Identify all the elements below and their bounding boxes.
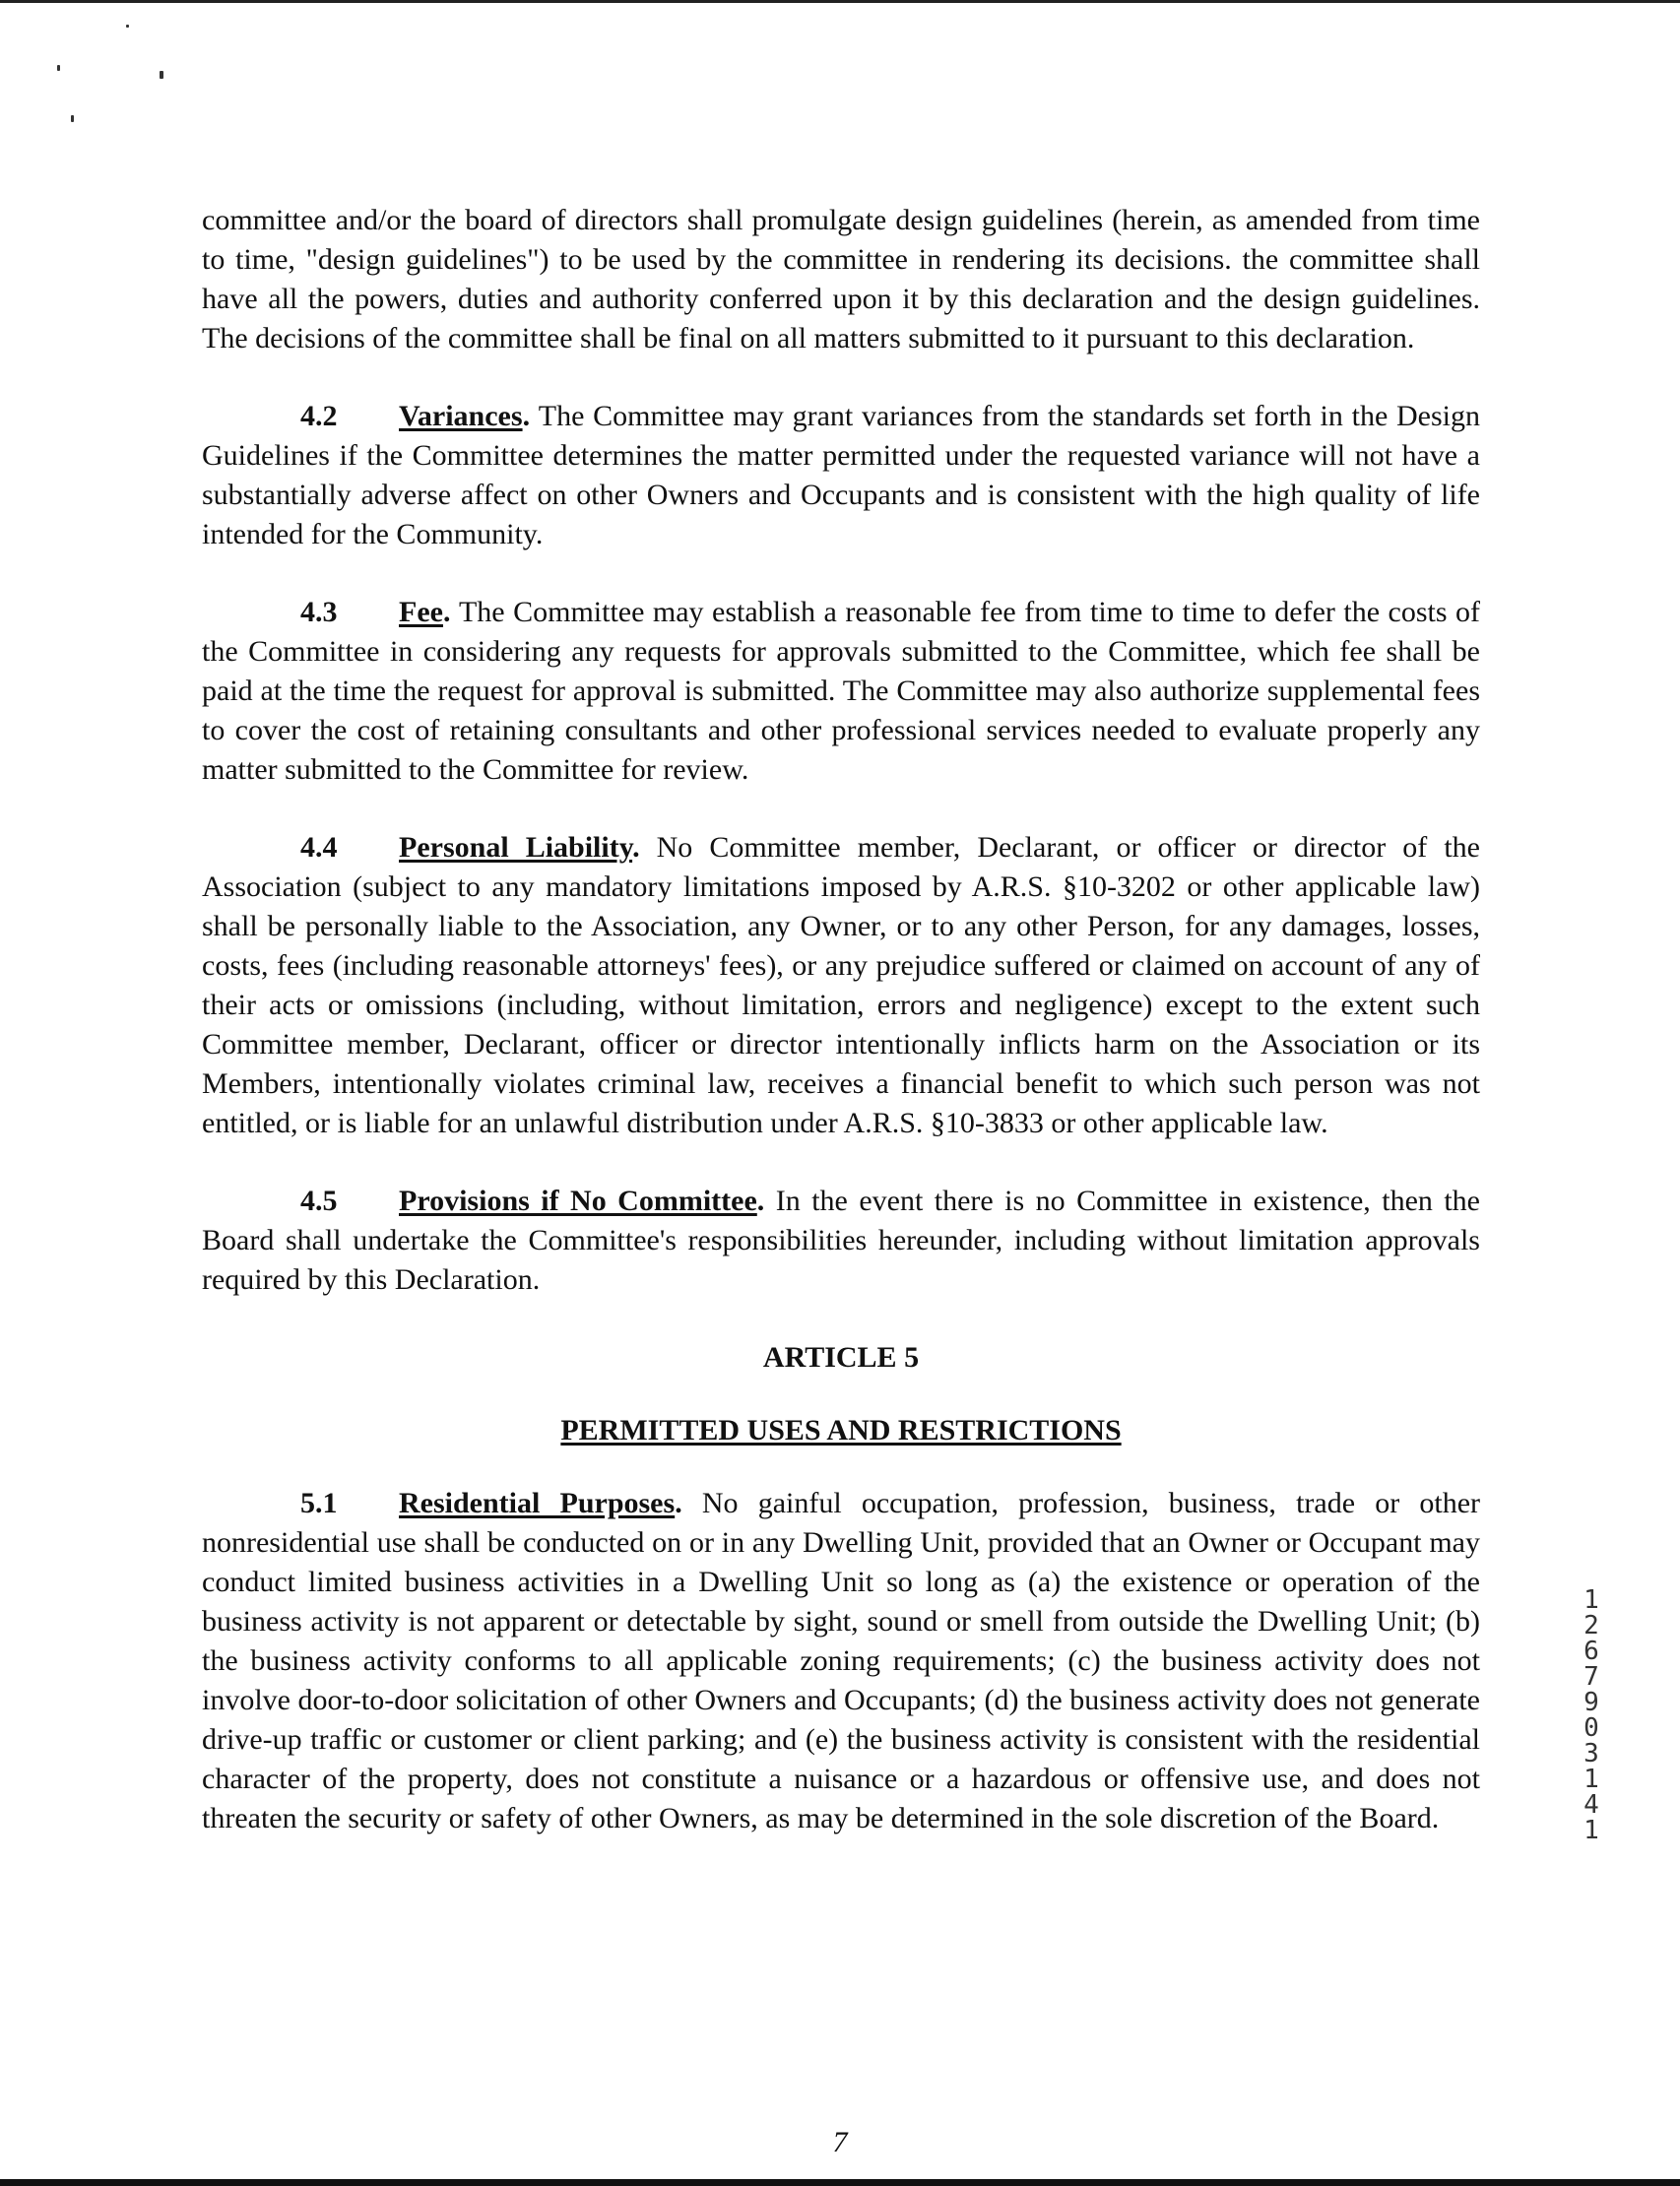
- intro-paragraph: committee and/or the board of directors shall promulgate design guidelines (herein, as amended from time to time, "design guidelines") to be used by the committee in rendering its decisions. the committee shall have all the powers, duties and authority conferred upon it by this declaration and the design guidelines. The decisions of the committee shall be final on all matters submitted to it pursuant to this declaration.: [202, 204, 1480, 354]
- section-body: The Committee may grant variances from the standards set forth in the Design Guidelines if the Committee determines the matter permitted under the requested variance will not have a substantially adverse affect on other Owners and Occupants and is consistent with the high quality of life intended for the Community.: [202, 400, 1480, 550]
- section-body: In the event there is no Committee in existence, then the Board shall undertake the Committee's responsibilities hereunder, including without limitation approvals required by this Declaration.: [202, 1185, 1481, 1296]
- scan-speck: [126, 25, 129, 28]
- section-body: The Committee may establish a reasonable fee from time to time to defer the costs of the Committee in considering any requests for approvals submitted to the Committee, which fee shall be paid at the time the request for approval is submitted. The Committee may also authorize supplemental fees to cover the cost of retaining consultants and other professional services needed to evaluate properly any matter submitted to the Committee for review.: [202, 596, 1481, 786]
- section-4-3: 4.3 Fee. The Committee may establish a reasonable fee from time to time to defer the costs of the Committee in considering any requests for approvals submitted to the Committee, which fee shall be paid at the time the request for approval is submitted. The Committee may also authorize supplemental fees to cover the cost of retaining consultants and other professional services needed to evaluate properly any matter submitted to the Committee for review.: [202, 593, 1480, 790]
- section-title: Residential Purposes: [399, 1487, 676, 1519]
- section-number: 4.2: [300, 400, 338, 432]
- scan-top-edge: [0, 0, 1680, 3]
- section-title: Provisions if No Committee: [399, 1185, 757, 1217]
- section-body: No gainful occupation, profession, business, trade or other nonresidential use shall be conducted on or in any Dwelling Unit, provided that an Owner or Occupant may conduct limited business activities in a Dwelling Unit so long as (a) the existence or operation of the business activity is not apparent or detectable by sight, sound or smell from outside the Dwelling Unit; (b) the business activity conforms to all applicable zoning requirements; (c) the business activity does not involve door-to-door solicitation of other Owners and Occupants; (d) the business activity does not generate drive-up traffic or customer or client parking; and (e) the business activity is consistent with the residential character of the property, does not constitute a nuisance or a hazardous or offensive use, and does not threaten the security or safety of other Owners, as may be determined in the sole discretion of the Board.: [202, 1487, 1481, 1834]
- section-body: No Committee member, Declarant, or officer or director of the Association (subject to any mandatory limitations imposed by A.R.S. §10-3202 or other applicable law) shall be personally liable to the Association, any Owner, or to any other Person, for any damages, losses, costs, fees (including reasonable attorneys' fees), or any prejudice suffered or claimed on account of any of their acts or omissions (including, without limitation, errors and negligence) except to the extent such Committee member, Declarant, officer or director intentionally inflicts harm on the Association or its Members, intentionally violates criminal law, receives a financial benefit to which such person was not entitled, or is liable for an unlawful distribution under A.R.S. §10-3833 or other applicable law.: [202, 831, 1480, 1139]
- section-title: Fee: [399, 596, 443, 628]
- recording-number: 12679 03141: [1583, 1585, 1599, 1845]
- section-number: 4.4: [300, 831, 338, 864]
- page-number: 7: [832, 2126, 848, 2158]
- scan-speck: [57, 65, 60, 71]
- section-5-1: 5.1 Residential Purposes. No gainful occupation, profession, business, trade or other nonresidential use shall be conducted on or in any Dwelling Unit, provided that an Owner or Occupant may conduct limited business activities in a Dwelling Unit so long as (a) the existence or operation of the business activity is not apparent or detectable by sight, sound or smell from outside the Dwelling Unit; (b) the business activity conforms to all applicable zoning requirements; (c) the business activity does not involve door-to-door solicitation of other Owners and Occupants; (d) the business activity does not generate drive-up traffic or customer or client parking; and (e) the business activity is consistent with the residential character of the property, does not constitute a nuisance or a hazardous or offensive use, and does not threaten the security or safety of other Owners, as may be determined in the sole discretion of the Board.: [202, 1484, 1480, 1838]
- section-number: 4.3: [300, 596, 338, 628]
- section-4-4: 4.4 Personal Liability. No Committee member, Declarant, or officer or director of the Association (subject to any mandatory limitations imposed by A.R.S. §10-3202 or other applicable law) shall be personally liable to the Association, any Owner, or to any other Person, for any damages, losses, costs, fees (including reasonable attorneys' fees), or any prejudice suffered or claimed on account of any of their acts or omissions (including, without limitation, errors and negligence) except to the extent such Committee member, Declarant, officer or director intentionally inflicts harm on the Association or its Members, intentionally violates criminal law, receives a financial benefit to which such person was not entitled, or is liable for an unlawful distribution under A.R.S. §10-3833 or other applicable law.: [202, 828, 1480, 1143]
- section-title: Variances: [399, 400, 523, 432]
- document-body: [202, 201, 1480, 1838]
- section-number: 4.5: [300, 1185, 338, 1217]
- section-4-5: 4.5 Provisions if No Committee. In the event there is no Committee in existence, then the Board shall undertake the Committee's responsibilities hereunder, including without limitation approvals required by this Declaration.: [202, 1182, 1480, 1300]
- section-4-2: 4.2 Variances. The Committee may grant variances from the standards set forth in the Design Guidelines if the Committee determines the matter permitted under the requested variance will not have a substantially adverse affect on other Owners and Occupants and is consistent with the high quality of life intended for the Community.: [202, 397, 1480, 554]
- article-title: PERMITTED USES AND RESTRICTIONS: [560, 1414, 1122, 1447]
- scan-speck: [160, 71, 163, 79]
- scan-speck: [71, 115, 74, 122]
- article-heading: ARTICLE 5: [762, 1341, 920, 1374]
- scan-bottom-edge: [0, 2179, 1680, 2186]
- section-title: Personal Liability: [399, 831, 633, 864]
- section-number: 5.1: [300, 1487, 338, 1519]
